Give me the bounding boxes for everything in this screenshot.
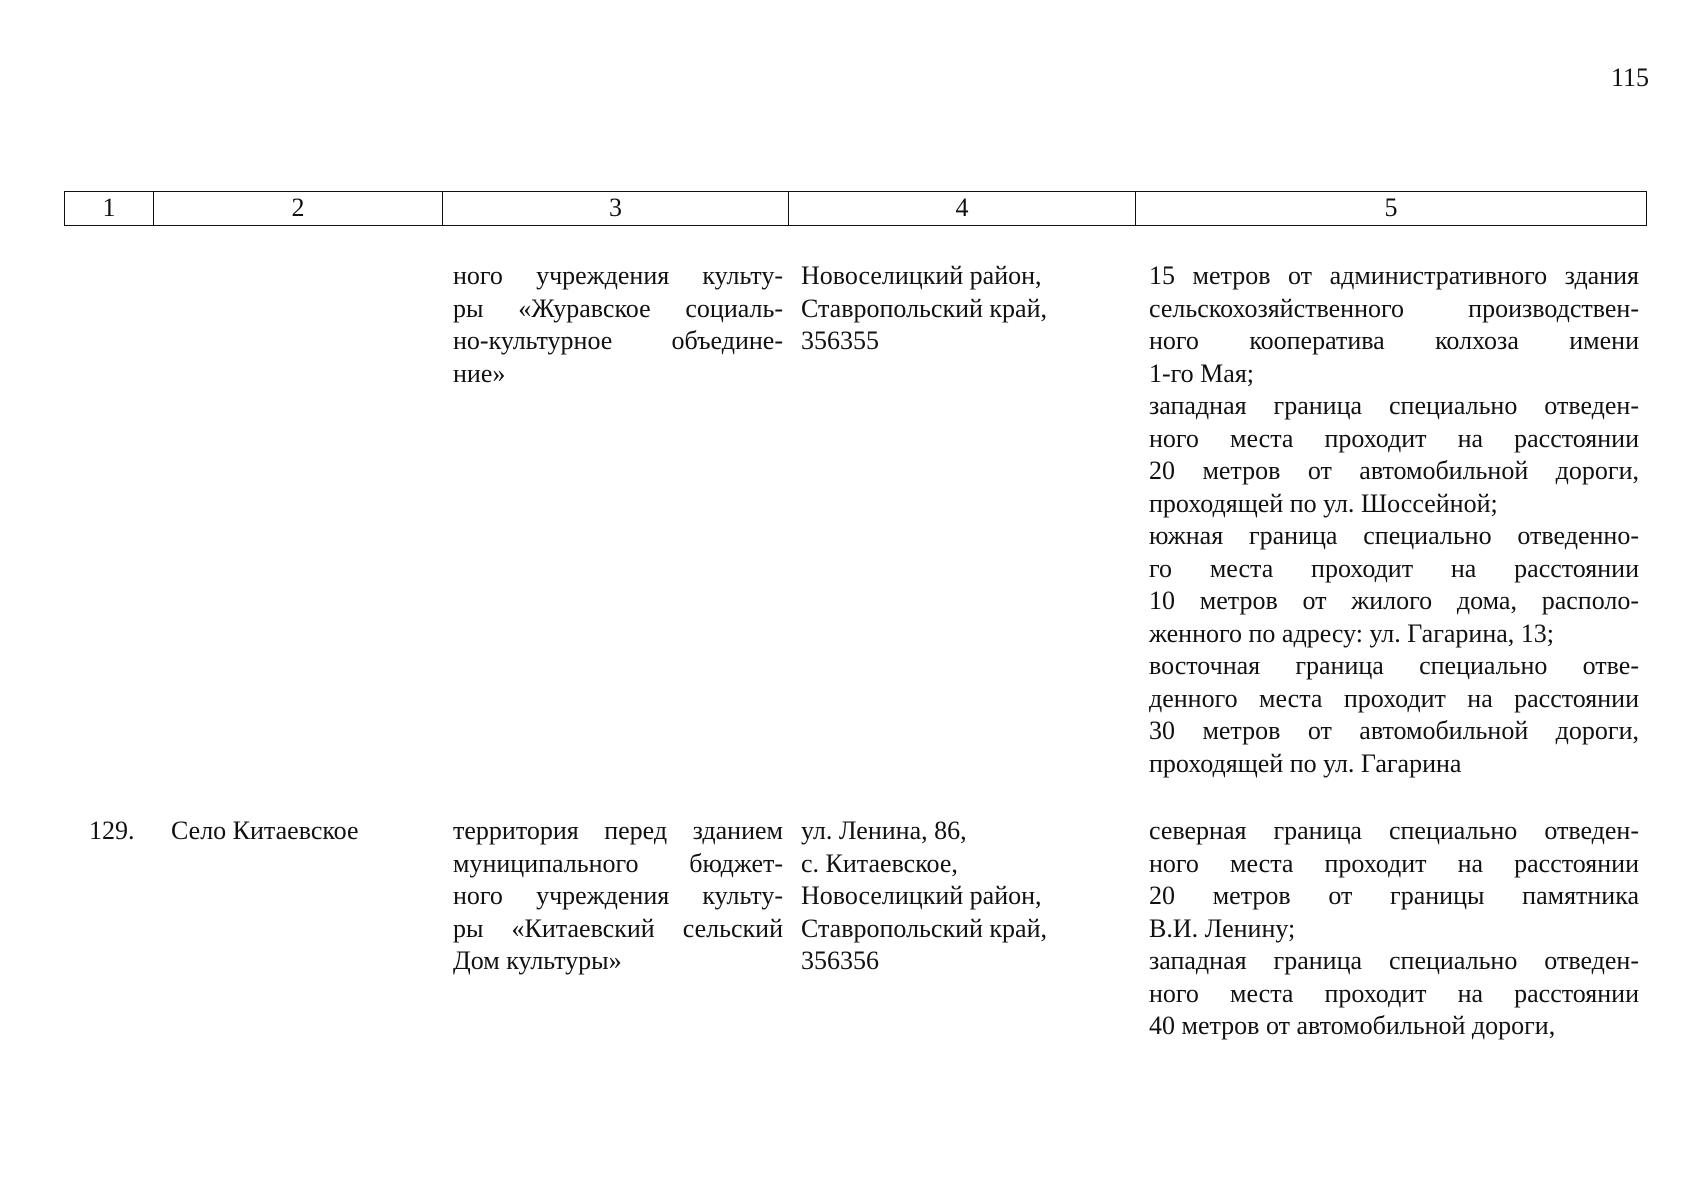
text-line: но-культурное объедине- bbox=[453, 326, 783, 355]
text-line: северная граница специально отведен- bbox=[1149, 816, 1639, 845]
text-line: муниципального бюджет- bbox=[453, 848, 783, 878]
text-line: 40 метров от автомобильной дороги, bbox=[1149, 1011, 1556, 1040]
text-line: денного места проходит на расстоянии bbox=[1149, 683, 1639, 713]
text-line: проходящей по ул. Шоссейной; bbox=[1149, 488, 1498, 518]
text-line: ного места проходит на расстоянии bbox=[1149, 423, 1639, 453]
header-col-3: 3 bbox=[443, 192, 789, 225]
text-line: женного по адресу: ул. Гагарина, 13; bbox=[1149, 618, 1555, 648]
place-description bbox=[453, 260, 783, 390]
text-line: 30 метров от автомобильной дороги, bbox=[1149, 716, 1639, 745]
text-line: южная граница специально отведенно- bbox=[1149, 521, 1639, 550]
text-line: ние» bbox=[453, 358, 506, 388]
text-line: ного кооператива колхоза имени bbox=[1149, 326, 1639, 355]
text-line: Дом культуры» bbox=[453, 946, 622, 975]
text-line: ного учреждения культу- bbox=[453, 881, 783, 910]
text-line: 356356 bbox=[801, 946, 879, 975]
address bbox=[801, 260, 1101, 358]
text-line: го места проходит на расстоянии bbox=[1149, 553, 1639, 583]
text-line: западная граница специально отведен- bbox=[1149, 946, 1639, 975]
place-description bbox=[453, 815, 783, 978]
boundary-description bbox=[1149, 260, 1639, 780]
text-line: с. Китаевское, bbox=[801, 848, 958, 878]
address bbox=[801, 815, 1101, 978]
text-line: Ставропольский край, bbox=[801, 913, 1047, 943]
text-line: ул. Ленина, 86, bbox=[801, 816, 967, 845]
row-number: 129. bbox=[89, 816, 135, 845]
text-line: западная граница специально отведен- bbox=[1149, 391, 1639, 420]
text-line: ного учреждения культу- bbox=[453, 261, 783, 290]
text-line: ного места проходит на расстоянии bbox=[1149, 848, 1639, 878]
text-line: ного места проходит на расстоянии bbox=[1149, 978, 1639, 1008]
text-line: Новоселицкий район, bbox=[801, 881, 1042, 910]
table-header bbox=[64, 191, 1647, 226]
text-line: Новоселицкий район, bbox=[801, 261, 1042, 290]
text-line: ры «Журавское социаль- bbox=[453, 293, 783, 323]
text-line: территория перед зданием bbox=[453, 816, 783, 845]
boundary-description bbox=[1149, 815, 1639, 1043]
settlement-name: Село Китаевское bbox=[171, 816, 359, 845]
header-col-1: 1 bbox=[65, 192, 154, 225]
header-col-2: 2 bbox=[154, 192, 443, 225]
header-col-4: 4 bbox=[789, 192, 1136, 225]
text-line: 10 метров от жилого дома, располо- bbox=[1149, 586, 1639, 615]
text-line: 20 метров от автомобильной дороги, bbox=[1149, 456, 1639, 485]
text-line: Ставропольский край, bbox=[801, 293, 1047, 323]
text-line: 15 метров от административного здания bbox=[1149, 261, 1639, 290]
text-line: восточная граница специально отве- bbox=[1149, 651, 1639, 680]
text-line: ры «Китаевский сельский bbox=[453, 913, 783, 943]
text-line: проходящей по ул. Гагарина bbox=[1149, 748, 1462, 778]
text-line: сельскохозяйственного производствен- bbox=[1149, 293, 1639, 323]
text-line: 1-го Мая; bbox=[1149, 358, 1255, 388]
header-col-5: 5 bbox=[1384, 193, 1398, 222]
text-line: 356355 bbox=[801, 326, 879, 355]
page-number: 115 bbox=[1610, 63, 1649, 92]
text-line: 20 метров от границы памятника bbox=[1149, 881, 1639, 910]
text-line: В.И. Ленину; bbox=[1149, 913, 1296, 943]
